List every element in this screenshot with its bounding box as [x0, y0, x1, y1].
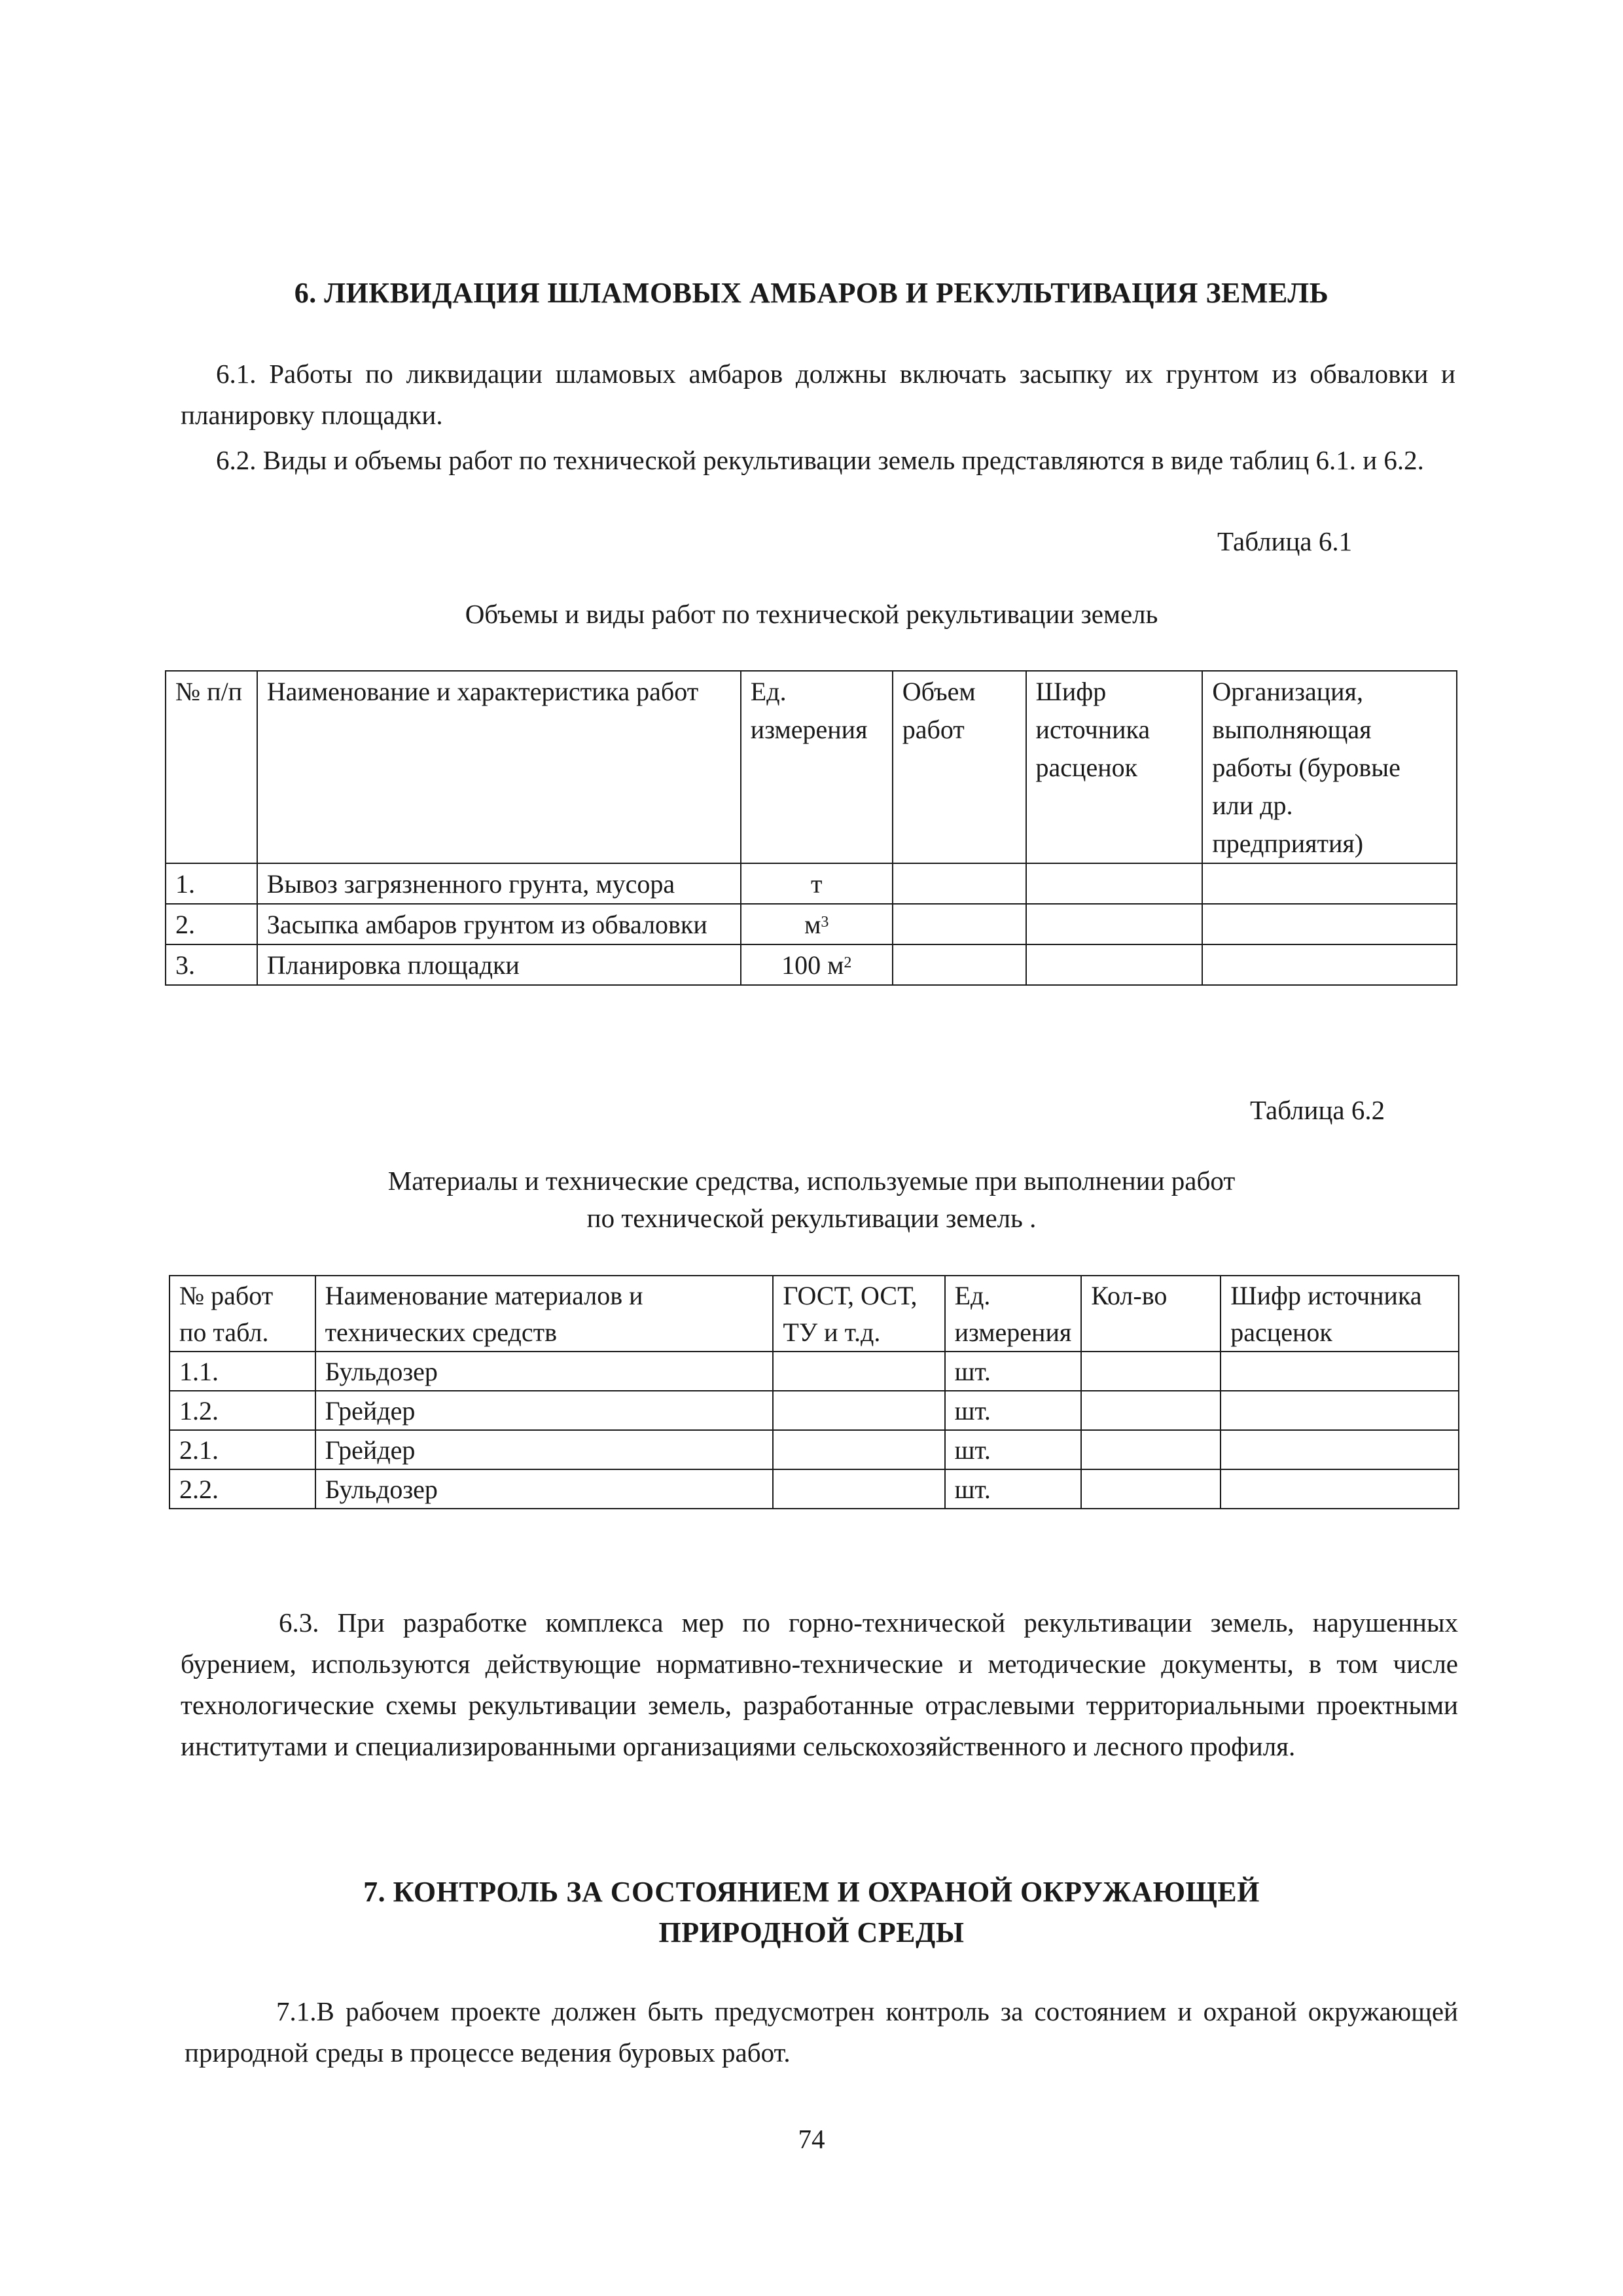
row-unit: шт. — [945, 1352, 1082, 1391]
header-gost: ГОСТ, ОСТ, ТУ и т.д. — [773, 1276, 944, 1352]
row-name: Засыпка амбаров грунтом из обваловки — [257, 904, 741, 944]
row-qty — [1081, 1391, 1221, 1430]
header-name: Наименование и характеристика работ — [257, 671, 741, 863]
table-row — [166, 944, 1457, 985]
row-qty — [1081, 1352, 1221, 1391]
header-unit: Ед. измерения — [945, 1276, 1082, 1352]
header-unit: Ед. измерения — [741, 671, 893, 863]
row-volume — [893, 863, 1026, 904]
header-qty: Кол-во — [1081, 1276, 1221, 1352]
header-name: Наименование материалов и технических средств — [315, 1276, 774, 1352]
row-gost — [773, 1391, 944, 1430]
row-qty — [1081, 1469, 1221, 1509]
section-7-heading-line-1: 7. КОНТРОЛЬ ЗА СОСТОЯНИЕМ И ОХРАНОЙ ОКРУЖАЮЩЕЙ — [363, 1876, 1260, 1908]
paragraph-6-3: 6.3. При разработке комплекса мер по горно-технической рекультивации земель, нарушенных бурением, используются действующие нормативно-технические и методические документы, в том числе технологические схемы рекультивации земель, разработанные отраслевыми территориальными проектными институтами и специализированными организациями сельскохозяйственного и лесного профиля. — [181, 1607, 1458, 1761]
row-code — [1221, 1352, 1459, 1391]
row-name: Грейдер — [315, 1391, 774, 1430]
paragraph-6-2: 6.2. Виды и объемы работ по технической рекультивации земель представляются в виде таблиц 6.1. и 6.2. — [216, 445, 1424, 475]
row-gost — [773, 1352, 944, 1391]
row-unit: шт. — [945, 1469, 1082, 1509]
unit-superscript: 2 — [844, 954, 852, 971]
table-row — [169, 1469, 1459, 1509]
row-code — [1026, 904, 1203, 944]
header-volume: Объем работ — [893, 671, 1026, 863]
row-num: 2.2. — [169, 1469, 315, 1509]
row-name: Планировка площадки — [257, 944, 741, 985]
row-org — [1202, 904, 1457, 944]
table-row — [166, 863, 1457, 904]
table-6-1-caption: Объемы и виды работ по технической рекультивации земель — [465, 599, 1158, 629]
row-name: Грейдер — [315, 1430, 774, 1469]
row-gost — [773, 1430, 944, 1469]
table-6-1-label: Таблица 6.1 — [1217, 526, 1353, 556]
row-num: 2.1. — [169, 1430, 315, 1469]
header-org: Организация, выполняющая работы (буровые или др. предприятия) — [1202, 671, 1457, 863]
table-6-2 — [169, 1275, 1459, 1509]
row-code — [1026, 944, 1203, 985]
row-unit: шт. — [945, 1430, 1082, 1469]
table-row — [166, 904, 1457, 944]
header-code: Шифр источника расценок — [1026, 671, 1203, 863]
row-num: 1.1. — [169, 1352, 315, 1391]
unit-superscript: 3 — [821, 914, 829, 931]
header-num: № работ по табл. — [169, 1276, 315, 1352]
row-volume — [893, 904, 1026, 944]
row-unit: шт. — [945, 1391, 1082, 1430]
table-row — [169, 1391, 1459, 1430]
table-row — [169, 1352, 1459, 1391]
row-org — [1202, 863, 1457, 904]
row-num: 1. — [166, 863, 257, 904]
row-num: 2. — [166, 904, 257, 944]
row-unit — [741, 904, 893, 944]
table-6-2-caption-line-1: Материалы и технические средства, используемые при выполнении работ — [387, 1166, 1236, 1196]
row-num: 3. — [166, 944, 257, 985]
table-6-2-caption-line-2: по технической рекультивации земель . — [586, 1203, 1037, 1233]
row-num: 1.2. — [169, 1391, 315, 1430]
section-6-heading: 6. ЛИКВИДАЦИЯ ШЛАМОВЫХ АМБАРОВ И РЕКУЛЬТИВАЦИЯ ЗЕМЕЛЬ — [294, 277, 1329, 309]
table-6-2-label: Таблица 6.2 — [1250, 1095, 1385, 1125]
table-row — [169, 1430, 1459, 1469]
page-number: 74 — [798, 2124, 825, 2154]
unit-text: 100 м — [781, 950, 844, 980]
header-num: № п/п — [166, 671, 257, 863]
row-code — [1221, 1430, 1459, 1469]
unit-text: м — [804, 910, 821, 939]
row-volume — [893, 944, 1026, 985]
row-name: Вывоз загрязненного грунта, мусора — [257, 863, 741, 904]
table-6-2-header-row — [169, 1276, 1459, 1352]
paragraph-6-1: 6.1. Работы по ликвидации шламовых амбаров должны включать засыпку их грунтом из обваловки и планировку площадки. — [181, 359, 1455, 430]
table-6-1-header-row — [166, 671, 1457, 863]
row-code — [1221, 1391, 1459, 1430]
row-gost — [773, 1469, 944, 1509]
row-qty — [1081, 1430, 1221, 1469]
table-6-1 — [165, 670, 1457, 986]
row-org — [1202, 944, 1457, 985]
row-code — [1026, 863, 1203, 904]
row-code — [1221, 1469, 1459, 1509]
paragraph-7-1: 7.1.В рабочем проекте должен быть предусмотрен контроль за состоянием и охраной окружающей природной среды в процессе ведения буровых работ. — [185, 1996, 1458, 2068]
row-name: Бульдозер — [315, 1469, 774, 1509]
section-7-heading-line-2: ПРИРОДНОЙ СРЕДЫ — [658, 1916, 965, 1948]
header-code: Шифр источника расценок — [1221, 1276, 1459, 1352]
row-unit: т — [741, 863, 893, 904]
row-name: Бульдозер — [315, 1352, 774, 1391]
row-unit — [741, 944, 893, 985]
